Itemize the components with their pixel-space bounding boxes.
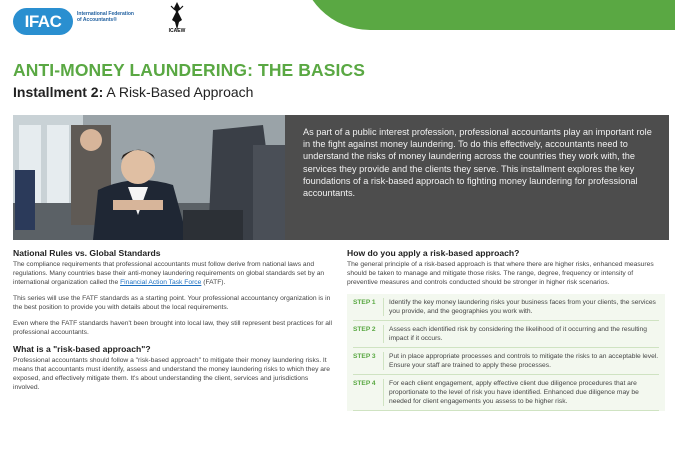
page-title: ANTI-MONEY LAUNDERING: THE BASICS [13,60,366,80]
step-text: Identify the key money laundering risks your business faces from your clients, the services you provide, and the geographies you work with. [383,298,659,316]
right-column [347,248,665,411]
steps-list [347,294,665,411]
section-heading-risk-based: What is a "risk-based approach"? [13,344,151,354]
paragraph: This series will use the FATF standards as a starting point. Your professional accountancy organization is in the best position to provide you with details about the local requirements. [13,295,331,311]
paragraph: Even where the FATF standards haven't been brought into local law, they still represent best practices for all professional accountants. [13,320,332,336]
step-text: Assess each identified risk by considering the likelihood of it occurring and the resulting impact if it occurs. [383,325,659,343]
step-text: For each client engagement, apply effective client due diligence procedures that are proportionate to the level of risk you have identified. Enhanced due diligence may be needed for client engagements you assess to be higher risk. [383,379,659,406]
step-label: STEP 1 [353,299,376,306]
ifac-logo: IFAC [13,8,73,35]
step-item [353,321,659,348]
para1-text: The compliance requirements that professional accountants must follow derive from national laws and regulations. Many countries base their anti-money laundering requirements on global standards set by an international organization called the [13,261,325,286]
section-heading-apply: How do you apply a risk-based approach? [347,248,520,258]
step-label: STEP 3 [353,353,376,360]
paragraph [13,260,335,287]
intro-panel [285,115,669,240]
icaew-crest-icon [163,0,191,40]
step-label: STEP 2 [353,326,376,333]
fatf-link[interactable]: Financial Action Task Force [120,279,202,286]
section-heading-national-rules: National Rules vs. Global Standards [13,248,161,258]
ifac-name: International Federation of Accountants® [77,11,134,23]
installment-label: Installment 2: [13,84,104,100]
installment-topic: A Risk-Based Approach [106,84,254,100]
step-item [353,375,659,411]
intro-text: As part of a public interest profession, professional accountants play an important role in the fight against money laundering. To do this effectively, accountants need to understand the risks of money laundering across the countries they work with, the services they provide and the clients they serve. This installment explores the key foundations of a risk-based approach to fighting money laundering for professional accountants. [303,127,652,199]
page-subtitle [13,84,253,100]
header-swoosh [300,0,675,30]
step-item [353,348,659,375]
left-column [13,248,335,399]
step-label: STEP 4 [353,380,376,387]
paragraph: The general principle of a risk-based approach is that where there are higher risks, enhanced measures should be taken to manage and mitigate those risks. The range, degree, frequency or intensity of preventive measures and controls conducted should be stronger in higher risk scenarios. [347,261,654,286]
step-item [353,294,659,321]
paragraph: Professional accountants should follow a "risk-based approach" to mitigate their money laundering risks. It means that accountants must identify, assess and understand the money laundering risks to which they are exposed, and effectively mitigate them. It's about understanding the client, services and jurisdictions involved. [13,357,330,391]
step-text: Put in place appropriate processes and controls to mitigate the risks to an acceptable level. Ensure your staff are trained to apply these processes. [383,352,659,370]
icaew-logo: ICAEW [168,28,186,34]
para1-tail: (FATF). [201,279,226,286]
hero-photo [13,115,303,240]
